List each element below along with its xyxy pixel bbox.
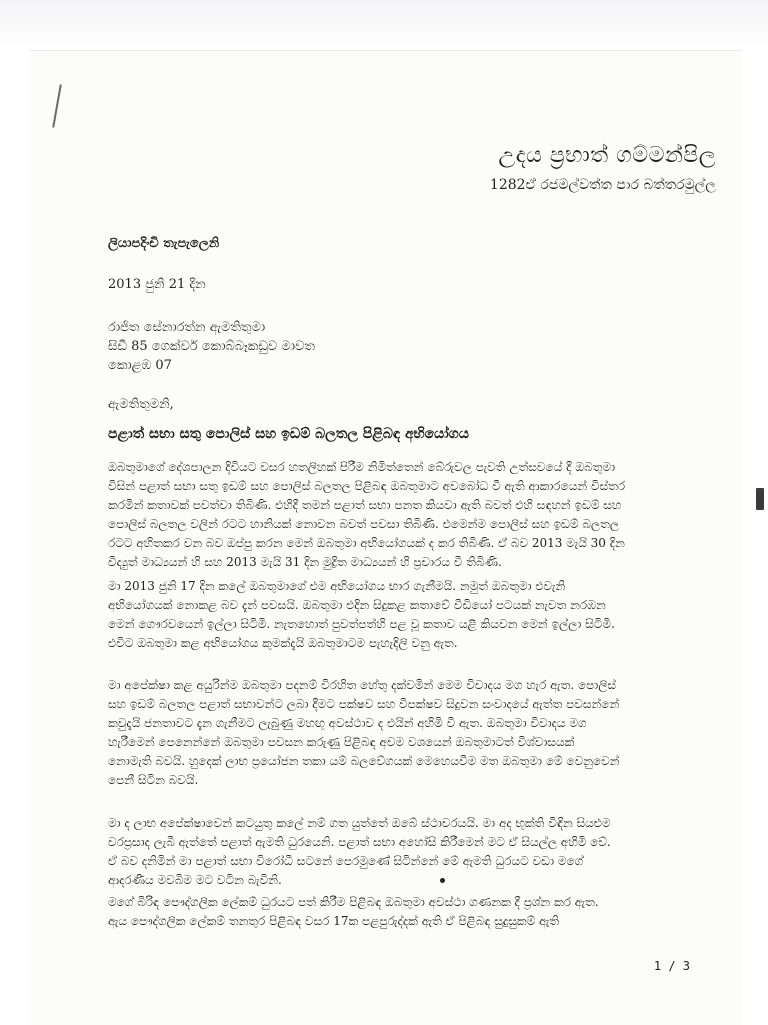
salutation: ඇමතිතුමනි, [108, 397, 174, 412]
text-line: මෙන් ගෞරවයෙන් ඉල්ලා සිටිමි. නැතහොත් පුවත්පත්හි පළ වූ කතාව යළි කියවන මෙන් ඉල්ලා සිටිමි. [108, 617, 615, 631]
scan-top-margin [0, 0, 768, 48]
text-line: සහ ඉඩම් බලතල පළාත් සභාවන්ට ලබා දීමට පක්ෂව සහ විපක්ෂව සිදුවන සංවාදයේ ඇත්ත පවසන්නේ [108, 697, 620, 711]
recipient-line: රාජිත සේනාරත්න ඇමතිතුමා [108, 320, 266, 335]
text-line: නොමැති බවයි. හුදෙක් ලාභ ප්‍රයෝජන තකා යම් බලවේගයක් මෙහෙයවීම මත ඔබතුමා මේ වෙනුවෙන් [108, 754, 620, 768]
text-line: විසින් පළාත් සභා සතු ඉඩම් සහ පොලිස් බලතල පිළිබඳ ඔබතුමාට අවබෝධ වී ඇති ආකාරයෙන් විස්තර [108, 479, 626, 493]
text-line: කවුදැයි ජනතාවට දැන ගැනීමට ලැබුණු මහඟු අවස්ථාව ද එයින් අහිමි වී ඇත. ඔබතුමා විවාදය මග [108, 716, 587, 730]
text-line: අභියෝගයක් නොකළ බව දැන් පවසයි. ඔබතුමා එදින සිදුකළ කතාවේ වීඩියෝ පටයක් නැවත නරඹන [108, 598, 606, 612]
text-line: පෙනී සිටින බවයි. [108, 773, 199, 787]
text-line: කරමින් කතාවක් පවත්වා තිබිණි. එහිදී තමන් පළාත් සභා පනත කියවා ඇති බවත් එහි සඳහන් ඉඩම් සහ [108, 498, 622, 512]
text-line: විද්‍යුත් මාධ්‍යයන් හි සහ 2013 මැයි 31 දින මුද්‍රිත මාධ්‍යයන් හි ප්‍රචාරය වී තිබිණි. [108, 555, 502, 569]
text-line: ඔබතුමාගේ දේශපාලන දිවියට වසර හතලිහක් පිරීම නිමිත්තෙන් බේරුවල පැවති උත්සවයේ දී ඔබතුමා [108, 460, 616, 474]
paragraph-4 [108, 814, 712, 890]
recipient-address [108, 318, 315, 375]
recipient-line: කොළඹ 07 [108, 358, 172, 373]
text-line: ආදරණීය මවබිම මට වටින බැවිනි. [108, 873, 282, 887]
sender-address: 1282ඒ රජමල්වත්ත පාර බත්තරමුල්ල [489, 177, 716, 193]
paragraph-1 [108, 458, 712, 572]
paragraph-5 [108, 893, 712, 931]
paragraph-3 [108, 676, 712, 790]
sender-name: උදය ප්‍රභාත් ගම්මන්පිල [498, 143, 716, 168]
text-line: හැරීමෙන් පෙනෙන්නේ ඔබතුමා පවසන කරුණු පිළිබඳ අවම වශයෙන් ඔබතුමාටත් විශ්වාසයක් [108, 735, 575, 749]
text-line: මා ද ලාභ අපේක්ෂාවෙන් කටයුතු කලේ නම් ගත යුත්තේ ඔබේ ස්ථාවරයයි. මා අද භුක්ති විඳින සියළුම [108, 816, 611, 830]
text-line: මා අපේක්ෂා කළ අයුරින්ම ඔබතුමා පදනම් විරහිත හේතු දක්වමින් මෙම විවාදය මග හැර ඇත. පොලිස් [108, 678, 616, 692]
text-line: ඒ බව දනිමින් මා පළාත් සභා විරෝධී සටනේ පෙරමුණේ සිටින්නේ මේ ඇමති ධුරයට වඩා මගේ [108, 854, 584, 868]
page-number: 1 / 3 [653, 959, 690, 973]
text-line: මා 2013 ජුනි 17 දින කලේ ඔබතුමාගේ එම අභියෝගය භාර ගැනීමයි. නමුත් ඔබතුමා එවැනි [108, 579, 566, 593]
text-line: මගේ බිරිඳ පෞද්ගලික ලේකම් ධුරයට පත් කිරීම පිළිබඳ ඔබතුමා අවස්ථා ගණනක දී ප්‍රශ්න කර ඇත. [108, 895, 599, 909]
scan-edge-mark [756, 488, 764, 510]
text-line: වරප්‍රසාද ලැබී ඇත්තේ පළාත් ඇමති ධුරයෙනි. පළාත් සභා අහෝසි කිරීමෙන් මට ඒ සියල්ල අහිමි වේ. [108, 835, 611, 849]
letter-subject: පළාත් සභා සතු පොලිස් සහ ඉඩම් බලතල පිළිබඳ අභියෝගය [108, 426, 469, 442]
paragraph-2 [108, 577, 712, 653]
text-line: ඇය පෞද්ගලික ලේකම් තනතුර පිළිබඳ වසර 17ක පළපුරුද්දක් ඇති ඒ පිළිබඳ සුදුසුකම් ඇති [108, 914, 560, 928]
text-line: එවිට ඔබතුමා කළ අභියෝගය කුමක්දැයි ඔබතුමාටම පැහැදිලි වනු ඇත. [108, 636, 458, 650]
text-line: පොලිස් බලතල වලින් රටට හානියක් නොවන බවත් පවසා තිබිණි. එමෙන්ම පොලිස් සහ ඉඩම් බලතල [108, 517, 619, 531]
text-line: රටට අහිතකර වන බව ඔප්පු කරන මෙන් ඔබතුමා අභියෝගයක් ද කර තිබිණි. ඒ බව 2013 මැයි 30 දින [108, 536, 625, 550]
letter-date: 2013 ජුනි 21 දින [108, 277, 206, 292]
registered-post-label: ලියාපදිංචි තැපැලෙනි [108, 236, 220, 251]
recipient-line: සිඩී 85 ගෙක්වර් කොබ්බෑකඩුව මාවත [108, 339, 315, 354]
